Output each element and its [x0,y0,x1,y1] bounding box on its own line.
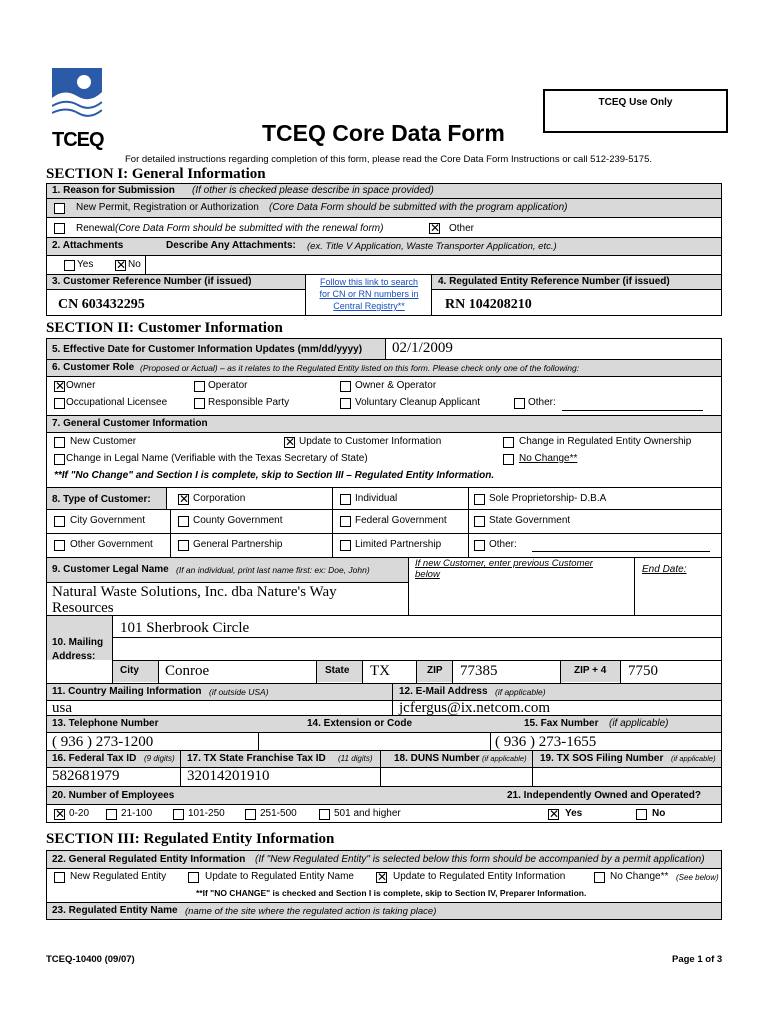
gci-change-legal-checkbox[interactable] [54,454,65,465]
tceq-logo [52,68,104,151]
zip-label: ZIP [427,665,443,676]
q17-hint: (11 digits) [338,754,373,763]
independent-yes-label: Yes [565,808,583,819]
effective-date-value[interactable]: 02/1/2009 [392,340,453,356]
renewal-checkbox[interactable] [54,223,65,234]
q2-describe: Describe Any Attachments: [166,240,296,251]
section-1-title: SECTION I: General Information [46,166,266,182]
q23-hint: (name of the site where the regulated action is taking place) [185,906,437,917]
other-reason-checkbox[interactable]: ✕ [430,221,441,235]
role-voluntary-label: Voluntary Cleanup Applicant [355,397,481,408]
re-update-info-label: Update to Regulated Entity Information [393,871,566,882]
q3-label: 3. Customer Reference Number (if issued) [52,276,252,287]
emp-0-20-label: 0-20 [69,808,90,819]
logo-text: TCEQ [52,129,104,151]
emp-21-100-label: 21-100 [121,808,153,819]
zip4-label: ZIP + 4 [574,665,607,676]
q23-label: 23. Regulated Entity Name [52,905,178,916]
type-state-label: State Government [489,515,571,526]
form-instructions: For detailed instructions regarding completion of this form, please read the Core Data Form Instructions or call 512-239-5175. [125,154,652,165]
gci-update-label: Update to Customer Information [299,436,442,447]
type-general-checkbox[interactable] [178,540,189,551]
city-label: City [120,665,139,676]
role-operator-label: Operator [208,380,248,391]
q15-label: 15. Fax Number [524,718,599,729]
tceq-use-only-label: TCEQ Use Only [598,97,673,108]
q13-label: 13. Telephone Number [52,718,159,729]
q14-label: 14. Extension or Code [307,718,413,729]
emp-101-250-checkbox[interactable] [173,809,184,820]
re-update-name-checkbox[interactable] [188,872,199,883]
q8-label: 8. Type of Customer: [52,494,151,505]
independent-no-checkbox[interactable] [636,809,647,820]
role-responsible-label: Responsible Party [208,397,290,408]
role-other-checkbox[interactable] [514,398,525,409]
q19-label: 19. TX SOS Filing Number [540,753,664,764]
type-federal-checkbox[interactable] [340,516,351,527]
q9-end-date-label: End Date: [642,564,687,575]
q17-label: 17. TX State Franchise Tax ID [187,753,326,764]
gci-update-checkbox[interactable]: ✕ [285,435,296,449]
type-state-checkbox[interactable] [474,516,485,527]
q19-hint: (if applicable) [671,754,716,763]
central-registry-link[interactable]: Follow this link to search for CN or RN numbers in Central Registry** [319,277,419,311]
q11-hint: (if outside USA) [209,687,269,697]
fed-tax-value[interactable]: 582681979 [52,768,120,784]
re-no-change-label: No Change** [610,871,669,882]
re-new-label: New Regulated Entity [70,871,167,882]
re-update-name-label: Update to Regulated Entity Name [205,871,354,882]
emp-251-500-label: 251-500 [260,808,297,819]
re-no-change-checkbox[interactable] [594,872,605,883]
gci-change-legal-label: Change in Legal Name (Verifiable with the Texas Secretary of State) [66,453,368,464]
re-new-checkbox[interactable] [54,872,65,883]
q16-label: 16. Federal Tax ID [52,753,137,764]
q18-hint: (if applicable) [482,754,527,763]
re-update-info-checkbox[interactable]: ✕ [377,870,388,884]
legal-name-line2[interactable]: Resources [52,600,114,616]
independent-no-label: No [652,808,666,819]
phone-value[interactable]: ( 936 ) 273-1200 [52,734,154,750]
q12-label: 12. E-Mail Address [399,686,488,697]
role-other-input[interactable] [562,410,703,411]
q15-hint: (if applicable) [609,718,669,729]
q9-prev-label: If new Customer, enter previous Customer below [415,558,593,580]
form-id: TCEQ-10400 (09/07) [46,954,135,965]
type-county-checkbox[interactable] [178,516,189,527]
type-federal-label: Federal Government [355,515,447,526]
tceq-logo-icon [52,68,102,124]
type-other-checkbox[interactable] [474,540,485,551]
state-label: State [325,665,350,676]
q18-label: 18. DUNS Number [394,753,480,764]
type-sole-checkbox[interactable] [474,494,485,505]
type-city-label: City Government [70,515,146,526]
type-individual-label: Individual [355,493,398,504]
attach-yes-checkbox[interactable] [64,260,75,271]
type-limited-label: Limited Partnership [355,539,442,550]
emp-101-250-label: 101-250 [188,808,225,819]
city-value[interactable]: Conroe [165,663,210,679]
q22-label: 22. General Regulated Entity Information [52,854,246,865]
section-3-title: SECTION III: Regulated Entity Information [46,831,335,847]
type-other-gov-label: Other Government [70,539,153,550]
type-sole-label: Sole Proprietorship- D.B.A [489,493,607,504]
attach-no-label: No [128,259,141,270]
attach-no-checkbox[interactable]: ✕ [116,258,127,272]
gci-no-change-checkbox[interactable] [503,454,514,465]
legal-name-line1[interactable]: Natural Waste Solutions, Inc. dba Nature's Way [52,584,337,600]
new-permit-hint: (Core Data Form should be submitted with the program application) [269,202,568,213]
cn-value[interactable]: CN 603432295 [58,297,145,312]
gci-change-owner-label: Change in Regulated Entity Ownership [519,436,692,447]
q16-hint: (9 digits) [144,754,175,763]
new-permit-label: New Permit, Registration or Authorization [76,202,259,213]
role-owner-operator-label: Owner & Operator [355,380,437,391]
re-note: **If "NO CHANGE" is checked and Section I is complete, skip to Section IV, Preparer Information. [196,888,587,898]
q7-label: 7. General Customer Information [52,418,208,429]
state-value[interactable]: TX [370,663,390,679]
page-number: Page 1 of 3 [672,954,723,965]
q9-hint: (If an individual, print last name first: ex: Doe, John) [176,565,370,575]
type-limited-checkbox[interactable] [340,540,351,551]
zip-value[interactable]: 77385 [460,663,498,679]
emp-0-20-checkbox[interactable]: ✕ [55,807,66,821]
role-owner-label: Owner [66,380,96,391]
type-corp-label: Corporation [193,493,246,504]
tceq-use-only-box [543,89,728,133]
section-2-title: SECTION II: Customer Information [46,320,283,336]
renewal-label: Renewal [76,223,115,234]
gci-no-change-label: No Change** [519,453,578,464]
fax-value[interactable]: ( 936 ) 273-1655 [495,734,597,750]
q1-hint: (If other is checked please describe in space provided) [192,185,434,196]
q21-label: 21. Independently Owned and Operated? [507,790,701,801]
role-owner-operator-checkbox[interactable] [340,381,351,392]
q4-label: 4. Regulated Entity Reference Number (if issued) [438,276,670,287]
type-city-checkbox[interactable] [54,516,65,527]
type-other-label: Other: [489,539,517,550]
type-individual-checkbox[interactable] [340,494,351,505]
new-permit-checkbox[interactable] [54,203,65,214]
re-see-below: (See below) [676,873,719,882]
gci-note: **If "No Change" and Section I is complete, skip to Section III – Regulated Entity Information. [54,470,495,481]
role-other-label: Other: [528,397,556,408]
q2-hint: (ex. Title V Application, Waste Transporter Application, etc.) [307,241,557,252]
q6-label: 6. Customer Role [52,362,135,373]
role-responsible-checkbox[interactable] [194,398,205,409]
q11-label: 11. Country Mailing Information [52,686,202,697]
role-occupational-checkbox[interactable] [54,398,65,409]
form-title: TCEQ Core Data Form [262,120,505,146]
gci-new-label: New Customer [70,436,137,447]
email-value[interactable]: jcfergus@ix.netcom.com [399,700,550,716]
q9-label: 9. Customer Legal Name [52,564,169,575]
country-value[interactable]: usa [52,700,72,716]
type-county-label: County Government [193,515,283,526]
q5-label: 5. Effective Date for Customer Information Updates (mm/dd/yyyy) [52,344,363,355]
attach-yes-label: Yes [77,259,94,270]
q10-label: 10. Mailing Address: [52,637,104,662]
q2-label: 2. Attachments [52,240,124,251]
q22-hint: (If "New Regulated Entity" is selected below this form should be accompanied by a permit application) [255,854,705,865]
gci-new-checkbox[interactable] [54,437,65,448]
emp-501-label: 501 and higher [334,808,401,819]
role-operator-checkbox[interactable] [194,381,205,392]
independent-yes-checkbox[interactable]: ✕ [549,807,560,821]
type-corp-checkbox[interactable]: ✕ [179,492,190,506]
emp-501-checkbox[interactable] [319,809,330,820]
address-value[interactable]: 101 Sherbrook Circle [120,620,250,636]
rn-value[interactable]: RN 104208210 [445,297,532,312]
emp-21-100-checkbox[interactable] [106,809,117,820]
q12-hint: (if applicable) [495,687,546,697]
renewal-hint: (Core Data Form should be submitted with the renewal form) [115,223,384,234]
type-other-input[interactable] [532,551,710,552]
role-owner-checkbox[interactable]: ✕ [55,379,66,393]
role-occupational-label: Occupational Licensee [66,397,168,408]
q20-label: 20. Number of Employees [52,790,175,801]
q6-hint: (Proposed or Actual) – as it relates to the Regulated Entity listed on this form. Please check only one of the following: [140,363,580,373]
role-voluntary-checkbox[interactable] [340,398,351,409]
q1-label: 1. Reason for Submission [52,185,175,196]
gci-change-owner-checkbox[interactable] [503,437,514,448]
type-other-gov-checkbox[interactable] [54,540,65,551]
franchise-tax-value[interactable]: 32014201910 [187,768,270,784]
emp-251-500-checkbox[interactable] [245,809,256,820]
other-reason-label: Other [449,223,475,234]
type-general-label: General Partnership [193,539,283,550]
zip4-value[interactable]: 7750 [628,663,658,679]
